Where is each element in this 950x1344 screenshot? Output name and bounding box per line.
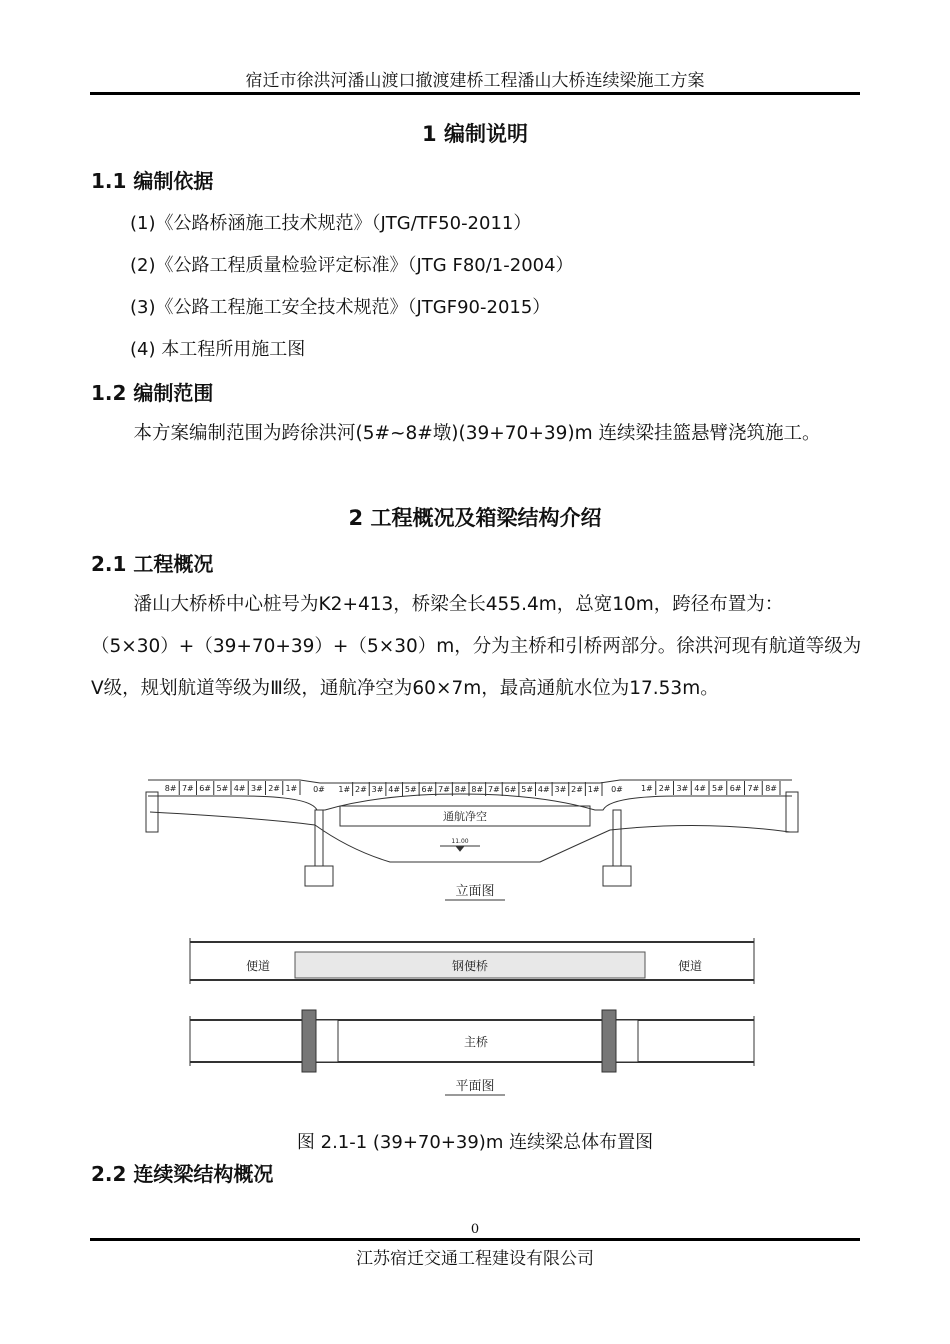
footer-company: 江苏宿迁交通工程建设有限公司 bbox=[356, 1249, 594, 1269]
segment-label: 3# bbox=[250, 784, 263, 793]
pier-0-left-label: 0# bbox=[313, 785, 325, 794]
water-level-icon bbox=[456, 846, 464, 851]
abutment-right bbox=[786, 792, 798, 832]
section-2-1-title: 2.1 工程概况 bbox=[91, 552, 214, 576]
segment-label: 3# bbox=[676, 784, 689, 793]
pile-cap-left bbox=[305, 866, 333, 886]
clearance-label: 通航净空 bbox=[443, 810, 487, 823]
segment-label: 2# bbox=[355, 785, 367, 794]
segment-label: 8# bbox=[765, 784, 778, 793]
segment-label: 1# bbox=[587, 785, 600, 794]
segment-label: 8# bbox=[454, 785, 467, 794]
water-level-label: 11.00 bbox=[451, 838, 469, 845]
figure-caption: 图 2.1-1 (39+70+39)m 连续梁总体布置图 bbox=[296, 1132, 654, 1153]
segment-label: 4# bbox=[537, 785, 550, 794]
section-1-title: 1 编制说明 bbox=[422, 122, 528, 146]
segment-label: 2# bbox=[268, 784, 281, 793]
steel-bridge-label: 钢便桥 bbox=[451, 959, 489, 973]
segment-label: 2# bbox=[571, 785, 583, 794]
segment-label: 7# bbox=[747, 784, 760, 793]
segment-label: 5# bbox=[216, 784, 229, 793]
segment-label: 5# bbox=[521, 785, 534, 794]
section-1-2-title: 1.2 编制范围 bbox=[91, 381, 214, 405]
segment-label: 7# bbox=[488, 785, 500, 794]
header-rule bbox=[90, 92, 860, 95]
section-1-1-title: 1.1 编制依据 bbox=[91, 169, 214, 193]
pier-left bbox=[315, 810, 323, 866]
segment-label: 6# bbox=[421, 785, 434, 794]
segment-label: 8# bbox=[471, 785, 484, 794]
pier-0-right-label: 0# bbox=[611, 785, 623, 794]
road-left-label: 便道 bbox=[245, 959, 271, 973]
elevation-title: 立面图 bbox=[455, 884, 495, 899]
road-right-label: 便道 bbox=[677, 959, 703, 973]
overview-text: 潘山大桥桥中心桩号为K2+413，桥梁全长455.4m，总宽10m，跨径布置为：（5×30）+（39+70+39）+（5×30）m，分为主桥和引桥两部分。徐洪河现有航道等级为Ⅴ级，规划航道等级为Ⅲ级，通航净空为60×7m，最高通航水位为17.53m。 bbox=[91, 594, 862, 699]
segment-label: 4# bbox=[694, 784, 707, 793]
deck-top-line bbox=[148, 780, 792, 783]
scope-text: 本方案编制范围为跨徐洪河(5#~8#墩)(39+70+39)m 连续梁挂篮悬臂浇筑施工。 bbox=[133, 423, 821, 444]
segment-label: 3# bbox=[554, 785, 567, 794]
pier-platform-right bbox=[602, 1010, 616, 1072]
segment-label: 1# bbox=[285, 784, 298, 793]
segment-label: 1# bbox=[338, 785, 351, 794]
reference-4: (4) 本工程所用施工图 bbox=[130, 339, 306, 360]
segment-label: 7# bbox=[181, 784, 194, 793]
pier-cap-left bbox=[316, 1020, 338, 1062]
segment-label: 5# bbox=[404, 785, 417, 794]
segment-labels bbox=[165, 784, 778, 794]
reference-1: (1)《公路桥涵施工技术规范》（JTG/TF50-2011） bbox=[130, 213, 532, 234]
reference-3: (3)《公路工程施工安全技术规范》（JTGF90-2015） bbox=[130, 297, 551, 318]
page-number: 0 bbox=[470, 1222, 480, 1237]
plan-title: 平面图 bbox=[455, 1079, 495, 1094]
segment-label: 4# bbox=[233, 784, 246, 793]
segment-label: 6# bbox=[504, 785, 517, 794]
segment-label: 6# bbox=[729, 784, 742, 793]
overview-paragraph bbox=[91, 584, 863, 710]
bridge-layout-figure bbox=[140, 770, 810, 1100]
pile-cap-right bbox=[603, 866, 631, 886]
section-2-2-title: 2.2 连续梁结构概况 bbox=[91, 1162, 274, 1186]
footer-rule bbox=[90, 1238, 860, 1241]
segment-label: 3# bbox=[371, 785, 384, 794]
section-2-title: 2 工程概况及箱梁结构介绍 bbox=[348, 506, 602, 530]
segment-label: 6# bbox=[199, 784, 212, 793]
segment-label: 5# bbox=[711, 784, 724, 793]
reference-2: (2)《公路工程质量检验评定标准》（JTG F80/1-2004） bbox=[130, 255, 574, 276]
segment-label: 2# bbox=[658, 784, 671, 793]
page-header-title: 宿迁市徐洪河潘山渡口撤渡建桥工程潘山大桥连续梁施工方案 bbox=[245, 71, 705, 91]
segment-label: 8# bbox=[164, 784, 177, 793]
pier-cap-right bbox=[616, 1020, 638, 1062]
deck-bottom-line bbox=[148, 794, 792, 810]
segment-label: 1# bbox=[640, 784, 653, 793]
pier-right bbox=[613, 810, 621, 866]
elevation-view bbox=[146, 780, 798, 886]
main-bridge-label: 主桥 bbox=[463, 1035, 489, 1049]
scope-paragraph bbox=[91, 413, 863, 455]
segment-label: 7# bbox=[438, 785, 450, 794]
pier-platform-left bbox=[302, 1010, 316, 1072]
segment-label: 4# bbox=[388, 785, 401, 794]
